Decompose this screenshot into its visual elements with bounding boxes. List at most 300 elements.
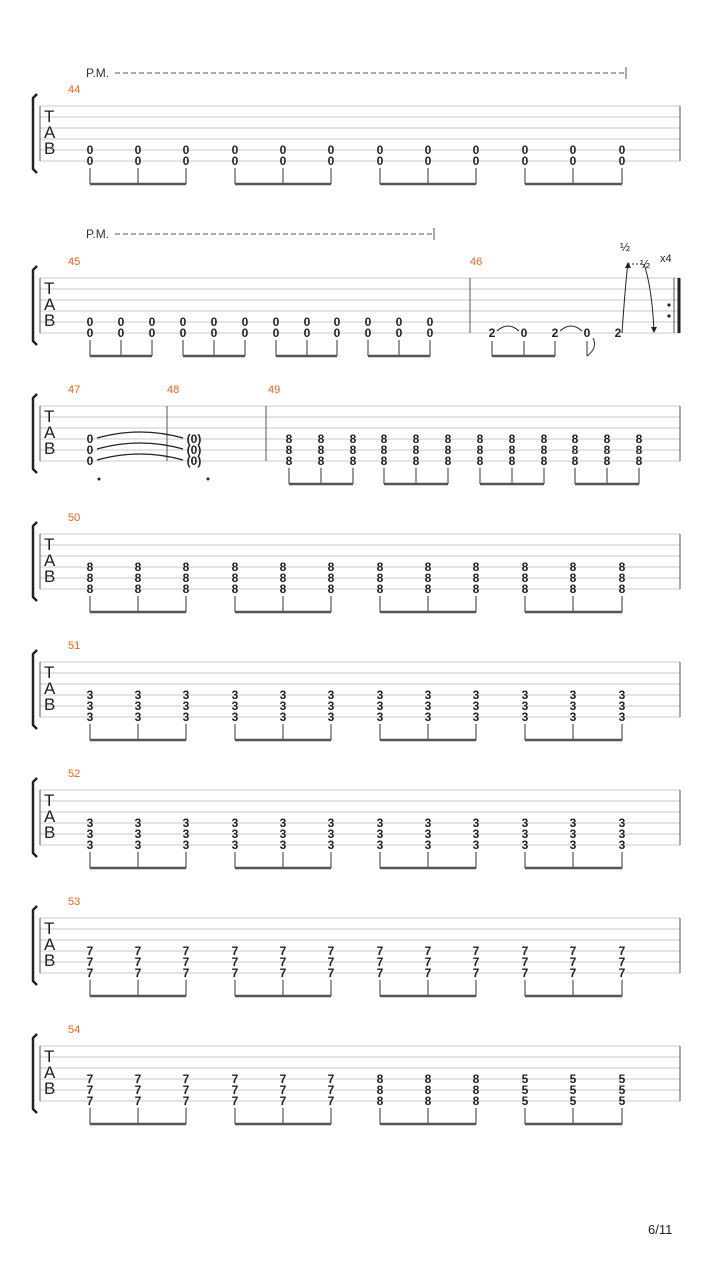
measure-number: 54 xyxy=(68,1024,81,1036)
fret-number: 8 xyxy=(279,571,287,585)
system-bracket xyxy=(33,650,37,729)
tab-clef-t: T xyxy=(44,1047,55,1066)
fret-number: 0 xyxy=(303,326,311,340)
fret-number: 0 xyxy=(472,154,480,168)
fret-number: 8 xyxy=(380,443,388,457)
fret-number: 0 xyxy=(86,454,94,468)
fret-number: 0 xyxy=(134,143,142,157)
fret-number: 3 xyxy=(569,827,577,841)
fret-number: 8 xyxy=(285,432,293,446)
fret-number: 3 xyxy=(134,838,142,852)
fret-number: 8 xyxy=(508,432,516,446)
fret-number: 8 xyxy=(618,571,626,585)
palm-mute-label: P.M. xyxy=(86,66,110,80)
fret-number: 8 xyxy=(476,454,484,468)
fret-number: 0 xyxy=(86,432,94,446)
system-bracket xyxy=(33,778,37,857)
fret-number: 0 xyxy=(86,154,94,168)
fret-number: 7 xyxy=(279,1072,287,1086)
fret-number: 3 xyxy=(327,827,335,841)
fret-number: 0 xyxy=(182,143,190,157)
fret-number: 7 xyxy=(182,944,190,958)
fret-number: 8 xyxy=(424,1072,432,1086)
fret-number: 3 xyxy=(231,710,239,724)
tab-system-1 xyxy=(33,66,680,184)
fret-number: 8 xyxy=(603,443,611,457)
fret-number: 3 xyxy=(327,688,335,702)
fret-number: 3 xyxy=(472,827,480,841)
fret-number: 7 xyxy=(86,1094,94,1108)
fret-number: 3 xyxy=(521,816,529,830)
fret-number: 0 xyxy=(521,154,529,168)
fret-number: 8 xyxy=(444,443,452,457)
note-flag xyxy=(587,338,595,356)
fret-number: 3 xyxy=(618,838,626,852)
fret-number: 8 xyxy=(569,571,577,585)
fret-number: 7 xyxy=(569,944,577,958)
fret-number: 0 xyxy=(426,326,434,340)
measure-number: 46 xyxy=(470,256,483,268)
fret-number: 3 xyxy=(424,688,432,702)
fret-number: 8 xyxy=(521,560,529,574)
fret-number: 3 xyxy=(182,699,190,713)
fret-number: 8 xyxy=(134,560,142,574)
tab-clef-b: B xyxy=(44,695,56,714)
fret-number: 8 xyxy=(376,1072,384,1086)
fret-number: 0 xyxy=(272,326,280,340)
fret-number: 8 xyxy=(521,582,529,596)
fret-number: 8 xyxy=(472,1072,480,1086)
fret-number: 8 xyxy=(327,571,335,585)
fret-number: 8 xyxy=(569,560,577,574)
fret-number: 7 xyxy=(182,1083,190,1097)
fret-number: 0 xyxy=(426,315,434,329)
fret-number: 8 xyxy=(317,454,325,468)
fret-number: 0 xyxy=(333,326,341,340)
fret-number: 8 xyxy=(412,443,420,457)
fret-number: 0 xyxy=(376,154,384,168)
tab-clef-a: A xyxy=(44,551,56,570)
fret-number: 5 xyxy=(521,1072,529,1086)
measure-number: 52 xyxy=(68,768,81,780)
fret-number: 8 xyxy=(424,571,432,585)
fret-number: 0 xyxy=(86,315,94,329)
repeat-dot xyxy=(667,303,670,306)
fret-number: 3 xyxy=(376,710,384,724)
fret-number: 7 xyxy=(279,955,287,969)
system-bracket xyxy=(33,266,37,345)
fret-number: 8 xyxy=(424,582,432,596)
fret-number: 3 xyxy=(231,816,239,830)
fret-number: 3 xyxy=(86,710,94,724)
fret-number: 2 xyxy=(614,326,622,340)
fret-number: 3 xyxy=(327,710,335,724)
system-bracket xyxy=(33,394,37,473)
tab-system-7 xyxy=(33,896,680,996)
tab-clef-t: T xyxy=(44,919,55,938)
fret-number: 7 xyxy=(521,944,529,958)
pull-slur xyxy=(560,326,582,331)
fret-number: 7 xyxy=(327,944,335,958)
fret-number: 0 xyxy=(364,315,372,329)
fret-number: 0 xyxy=(231,143,239,157)
fret-number: 8 xyxy=(376,1083,384,1097)
fret-number: 3 xyxy=(521,827,529,841)
fret-number: 7 xyxy=(424,944,432,958)
fret-number: 3 xyxy=(182,688,190,702)
hammer-slur xyxy=(497,326,519,331)
fret-number: 3 xyxy=(424,710,432,724)
fret-number: 5 xyxy=(618,1094,626,1108)
fret-number: 7 xyxy=(182,955,190,969)
fret-number: 8 xyxy=(327,560,335,574)
fret-number: 7 xyxy=(182,966,190,980)
fret-number: 3 xyxy=(182,816,190,830)
tab-clef-a: A xyxy=(44,295,56,314)
fret-number: 0 xyxy=(279,143,287,157)
fret-number: 7 xyxy=(376,944,384,958)
fret-number: 8 xyxy=(521,571,529,585)
tab-clef-t: T xyxy=(44,791,55,810)
fret-number: 5 xyxy=(569,1083,577,1097)
fret-number: 8 xyxy=(231,582,239,596)
fret-number: 7 xyxy=(327,1094,335,1108)
fret-number: 7 xyxy=(279,966,287,980)
fret-number: 8 xyxy=(635,443,643,457)
fret-number: 0 xyxy=(117,315,125,329)
repeat-dot xyxy=(667,314,670,317)
fret-number: 7 xyxy=(376,955,384,969)
fret-number: 7 xyxy=(231,955,239,969)
fret-number: 5 xyxy=(569,1072,577,1086)
fret-number: 7 xyxy=(134,1094,142,1108)
tab-clef-t: T xyxy=(44,279,55,298)
fret-number: 7 xyxy=(618,966,626,980)
tab-clef-b: B xyxy=(44,139,56,158)
fret-number: 8 xyxy=(540,443,548,457)
fret-number: 0 xyxy=(117,326,125,340)
fret-number: 3 xyxy=(472,688,480,702)
fret-number: 8 xyxy=(349,432,357,446)
fret-number: 3 xyxy=(231,699,239,713)
fret-number: 3 xyxy=(231,838,239,852)
fret-number: 8 xyxy=(285,443,293,457)
fret-number: 8 xyxy=(285,454,293,468)
fret-number: 7 xyxy=(86,955,94,969)
fret-number: 8 xyxy=(134,582,142,596)
fret-number: 3 xyxy=(134,699,142,713)
fret-number: 8 xyxy=(412,454,420,468)
fret-number: 0 xyxy=(134,154,142,168)
fret-number: 7 xyxy=(231,966,239,980)
fret-number: 3 xyxy=(279,688,287,702)
fret-number: 7 xyxy=(182,1094,190,1108)
system-bracket xyxy=(33,94,37,173)
fret-number: 8 xyxy=(134,571,142,585)
fret-number: 8 xyxy=(569,582,577,596)
tie xyxy=(97,432,183,438)
fret-number: 2 xyxy=(551,326,559,340)
fret-number: 3 xyxy=(279,838,287,852)
fret-number: 7 xyxy=(134,944,142,958)
fret-number: 0 xyxy=(327,143,335,157)
fret-number: 8 xyxy=(327,582,335,596)
fret-number: 3 xyxy=(472,699,480,713)
fret-number: 8 xyxy=(424,560,432,574)
tab-clef-t: T xyxy=(44,407,55,426)
fret-number: 8 xyxy=(86,571,94,585)
fret-number: 8 xyxy=(231,560,239,574)
fret-number: 7 xyxy=(86,966,94,980)
fret-number: 3 xyxy=(569,710,577,724)
fret-number: 8 xyxy=(603,432,611,446)
fret-number: 5 xyxy=(569,1094,577,1108)
fret-number: 8 xyxy=(618,582,626,596)
fret-number: 0 xyxy=(179,326,187,340)
fret-number: 8 xyxy=(540,432,548,446)
fret-number: 8 xyxy=(231,571,239,585)
fret-number: 8 xyxy=(380,454,388,468)
fret-number: 7 xyxy=(231,1083,239,1097)
fret-number: 8 xyxy=(571,432,579,446)
palm-mute-label: P.M. xyxy=(86,227,110,241)
fret-number: 3 xyxy=(279,816,287,830)
tab-system-5 xyxy=(33,640,680,740)
fret-number: 7 xyxy=(424,955,432,969)
fret-number: 8 xyxy=(279,582,287,596)
fret-number: 3 xyxy=(472,710,480,724)
fret-number: 7 xyxy=(327,1072,335,1086)
fret-number: 7 xyxy=(279,1083,287,1097)
fret-number: 7 xyxy=(231,1094,239,1108)
fret-number: 7 xyxy=(231,944,239,958)
fret-number: 3 xyxy=(86,699,94,713)
fret-number: 3 xyxy=(424,827,432,841)
fret-number: 7 xyxy=(134,1083,142,1097)
fret-number: 0 xyxy=(148,315,156,329)
fret-number: 0 xyxy=(272,315,280,329)
fret-number: 0 xyxy=(520,326,528,340)
release-arrow-icon xyxy=(651,327,657,333)
bend-amount: ½ xyxy=(620,240,631,254)
tab-system-8 xyxy=(33,1024,680,1124)
fret-number: 8 xyxy=(182,582,190,596)
fret-number: 8 xyxy=(376,571,384,585)
fret-number: 7 xyxy=(569,966,577,980)
tab-clef-t: T xyxy=(44,663,55,682)
fret-number: 8 xyxy=(317,443,325,457)
fret-number: 8 xyxy=(508,443,516,457)
fret-number: 7 xyxy=(569,955,577,969)
fret-number: 3 xyxy=(86,838,94,852)
fret-number: 8 xyxy=(376,582,384,596)
fret-number: 3 xyxy=(134,710,142,724)
fret-number: 0 xyxy=(569,154,577,168)
fret-number: 3 xyxy=(424,838,432,852)
fret-number: 3 xyxy=(618,816,626,830)
fret-number: 3 xyxy=(327,699,335,713)
tab-system-3 xyxy=(33,384,680,484)
fret-number: 7 xyxy=(327,955,335,969)
tab-clef-a: A xyxy=(44,679,56,698)
tab-clef-t: T xyxy=(44,535,55,554)
system-bracket xyxy=(33,1034,37,1113)
fret-number: 7 xyxy=(134,1072,142,1086)
fret-number: 3 xyxy=(424,699,432,713)
fret-number: 8 xyxy=(476,443,484,457)
fret-number: 0 xyxy=(241,315,249,329)
tab-clef-a: A xyxy=(44,1063,56,1082)
fret-number: 8 xyxy=(635,432,643,446)
tie xyxy=(97,443,183,449)
fret-number: 8 xyxy=(635,454,643,468)
fret-number: 7 xyxy=(86,1083,94,1097)
fret-number: 8 xyxy=(182,571,190,585)
measure-number: 50 xyxy=(68,512,81,524)
fret-number: 7 xyxy=(327,966,335,980)
fret-number: 8 xyxy=(317,432,325,446)
release-amount: ½ xyxy=(640,257,651,271)
fret-number: 3 xyxy=(134,688,142,702)
fret-number: 3 xyxy=(86,816,94,830)
fret-number: 0 xyxy=(303,315,311,329)
fret-number: 0 xyxy=(521,143,529,157)
fret-number: 8 xyxy=(349,443,357,457)
fret-number: 0 xyxy=(327,154,335,168)
fret-number: 0 xyxy=(395,326,403,340)
tab-clef-b: B xyxy=(44,311,56,330)
fret-number: 7 xyxy=(521,966,529,980)
fret-number: 7 xyxy=(279,1094,287,1108)
fret-number: 8 xyxy=(540,454,548,468)
fret-number: 3 xyxy=(279,827,287,841)
fret-number: 7 xyxy=(472,955,480,969)
fret-number: 0 xyxy=(618,143,626,157)
fret-number: 8 xyxy=(376,560,384,574)
fret-number: 8 xyxy=(444,454,452,468)
fret-number: 3 xyxy=(472,816,480,830)
fret-number: 3 xyxy=(569,688,577,702)
fret-number: 3 xyxy=(376,838,384,852)
measure-number: 51 xyxy=(68,640,81,652)
fret-number: 7 xyxy=(424,966,432,980)
fret-number: 0 xyxy=(364,326,372,340)
fret-number: 0 xyxy=(86,326,94,340)
bend-arrow-icon xyxy=(625,262,631,268)
tab-clef-t: T xyxy=(44,107,55,126)
fret-number: 8 xyxy=(444,432,452,446)
fret-number: 0 xyxy=(424,154,432,168)
fret-number: 8 xyxy=(182,560,190,574)
fret-number: 0 xyxy=(424,143,432,157)
fret-number: 3 xyxy=(376,827,384,841)
fret-number: 5 xyxy=(618,1083,626,1097)
fret-number: 3 xyxy=(618,699,626,713)
fret-number: 0 xyxy=(333,315,341,329)
fret-number: 3 xyxy=(521,699,529,713)
fret-number: (0) xyxy=(186,454,202,468)
fret-number: 0 xyxy=(210,326,218,340)
measure-number: 45 xyxy=(68,256,81,268)
fret-number: 3 xyxy=(472,838,480,852)
bend-curve xyxy=(622,264,628,333)
fret-number: 0 xyxy=(569,143,577,157)
fret-number: 7 xyxy=(472,966,480,980)
fret-number: 3 xyxy=(376,699,384,713)
fret-number: 3 xyxy=(521,688,529,702)
fret-number: 0 xyxy=(279,154,287,168)
measure-number: 49 xyxy=(268,384,281,396)
fret-number: 8 xyxy=(349,454,357,468)
fret-number: 7 xyxy=(86,944,94,958)
fret-number: (0) xyxy=(186,443,202,457)
fret-number: 0 xyxy=(86,143,94,157)
fret-number: 0 xyxy=(395,315,403,329)
fret-number: 8 xyxy=(86,582,94,596)
fret-number: 3 xyxy=(279,699,287,713)
fret-number: 8 xyxy=(571,454,579,468)
fret-number: 0 xyxy=(86,443,94,457)
fret-number: 8 xyxy=(571,443,579,457)
fret-number: 3 xyxy=(618,710,626,724)
tab-clef-b: B xyxy=(44,439,56,458)
fret-number: 3 xyxy=(569,838,577,852)
fret-number: 8 xyxy=(412,432,420,446)
fret-number: 7 xyxy=(327,1083,335,1097)
tab-clef-b: B xyxy=(44,951,56,970)
fret-number: 7 xyxy=(618,944,626,958)
fret-number: 3 xyxy=(182,827,190,841)
measure-number: 44 xyxy=(68,84,81,96)
fret-number: 8 xyxy=(618,560,626,574)
fret-number: 0 xyxy=(210,315,218,329)
fret-number: 0 xyxy=(472,143,480,157)
fret-number: 5 xyxy=(521,1083,529,1097)
fret-number: 8 xyxy=(476,432,484,446)
tab-system-2 xyxy=(33,227,680,356)
tab-clef-b: B xyxy=(44,567,56,586)
fret-number: 8 xyxy=(508,454,516,468)
fret-number: 0 xyxy=(231,154,239,168)
fret-number: 5 xyxy=(618,1072,626,1086)
tab-clef-a: A xyxy=(44,423,56,442)
release-curve xyxy=(644,264,654,331)
fret-number: 8 xyxy=(603,454,611,468)
fret-number: 7 xyxy=(134,966,142,980)
system-bracket xyxy=(33,522,37,601)
fret-number: 0 xyxy=(376,143,384,157)
fret-number: 7 xyxy=(472,944,480,958)
fret-number: 8 xyxy=(472,560,480,574)
fret-number: 3 xyxy=(424,816,432,830)
fret-number: 3 xyxy=(134,827,142,841)
fret-number: 8 xyxy=(424,1083,432,1097)
fret-number: 3 xyxy=(182,838,190,852)
fret-number: 7 xyxy=(86,1072,94,1086)
fret-number: 8 xyxy=(472,571,480,585)
fret-number: 7 xyxy=(279,944,287,958)
fret-number: 3 xyxy=(521,710,529,724)
tab-clef-a: A xyxy=(44,807,56,826)
fret-number: 3 xyxy=(521,838,529,852)
fret-number: 0 xyxy=(182,154,190,168)
fret-number: 7 xyxy=(231,1072,239,1086)
system-bracket xyxy=(33,906,37,985)
fret-number: 3 xyxy=(231,688,239,702)
fret-number: 8 xyxy=(279,560,287,574)
fret-number: 5 xyxy=(521,1094,529,1108)
fret-number: 0 xyxy=(618,154,626,168)
